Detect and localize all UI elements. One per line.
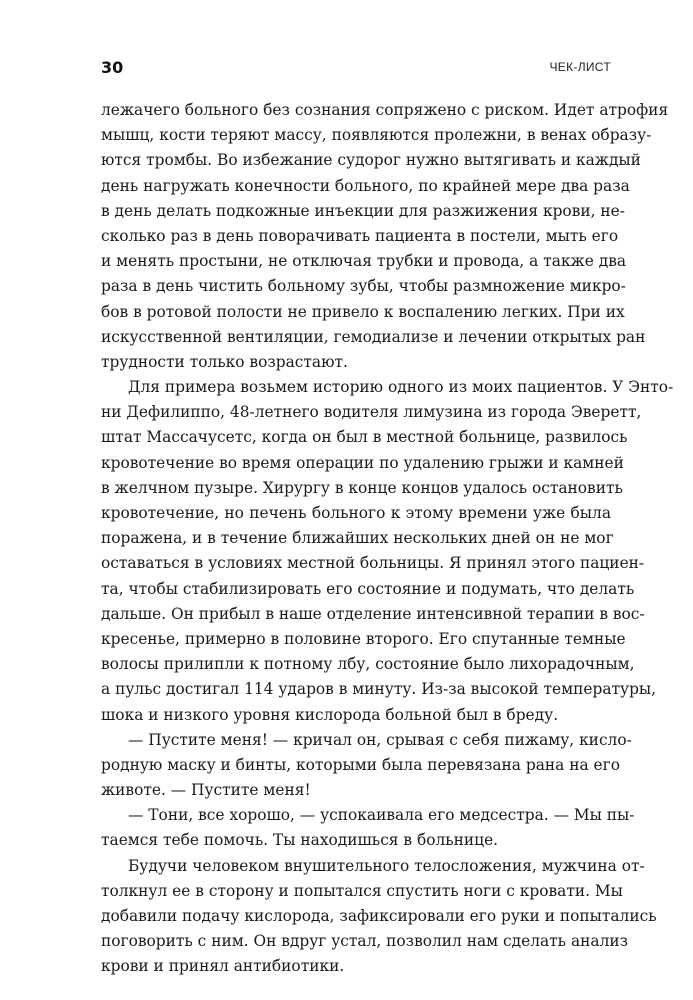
text-line: в день делать подкожные инъекции для разжижения крови, не- — [101, 201, 625, 220]
text-line: дальше. Он прибыл в наше отделение интенсивной терапии в вос- — [101, 604, 645, 623]
text-line: ни Дефилиппо, 48-летнего водителя лимузина из города Эверетт, — [101, 403, 642, 422]
text-line: мышц, кости теряют массу, появляются пролежни, в венах образу- — [101, 126, 652, 145]
page-header — [101, 58, 611, 82]
text-line: добавили подачу кислорода, зафиксировали его руки и попытались — [101, 907, 657, 925]
text-line: раза в день чистить больному зубы, чтобы размножение микро- — [101, 277, 626, 296]
paragraph — [101, 375, 674, 728]
text-line: сколько раз в день поворачивать пациента в постели, мыть его — [101, 226, 619, 245]
text-line: волосы прилипли к потному лбу, состояние было лихорадочным, — [101, 655, 635, 674]
text-line: кровотечение во время операции по удалению грыжи и камней — [101, 453, 624, 472]
text-line: — Пустите меня! — кричал он, срывая с себя пижаму, кисло- — [128, 730, 632, 749]
text-line: искусственной вентиляции, гемодиализе и лечении открытых ран — [101, 327, 646, 346]
text-line: кровотечение, но печень больного к этому времени уже была — [101, 504, 611, 522]
text-line: шока и низкого уровня кислорода больной был в бреду. — [101, 705, 559, 724]
text-line: трудности только возрастают. — [101, 352, 348, 371]
text-line: бов в ротовой полости не привело к воспалению легких. При их — [101, 302, 625, 321]
text-line: а пульс достигал 114 ударов в минуту. Из-за высокой температуры, — [101, 680, 657, 699]
text-line: лежачего больного без сознания сопряжено с риском. Идет атрофия — [101, 101, 669, 119]
text-line: толкнул ее в сторону и попытался спустить ноги с кровати. Мы — [101, 881, 623, 900]
paragraph — [101, 854, 657, 980]
text-line: штат Массачусетс, когда он был в местной больнице, развилось — [101, 428, 628, 447]
page-number: 30 — [101, 58, 124, 77]
text-line: день нагружать конечности больного, по крайней мере два раза — [101, 176, 630, 195]
text-line: в желчном пузыре. Хирургу в конце концов удалось остановить — [101, 478, 623, 497]
text-line: кресенье, примерно в половине второго. Его спутанные темные — [101, 629, 626, 648]
text-line: таемся тебе помочь. Ты находишься в больнице. — [101, 831, 499, 850]
text-line: поражена, и в течение ближайших нескольких дней он не мог — [101, 529, 614, 548]
text-line: крови и принял антибиотики. — [101, 957, 345, 976]
text-line: и менять простыни, не отключая трубки и провода, а также два — [101, 252, 627, 271]
paragraph — [101, 803, 635, 853]
text-line: Будучи человеком внушительного телосложения, мужчина от- — [128, 856, 645, 875]
text-line: ются тромбы. Во избежание судорог нужно вытягивать и каждый — [101, 151, 641, 170]
text-line: Для примера возьмем историю одного из моих пациентов. У Энто- — [128, 378, 674, 397]
paragraph — [101, 98, 669, 375]
text-line: оставаться в условиях местной больницы. Я принял этого пациен- — [101, 554, 645, 573]
running-head: ЧЕК-ЛИСТ — [549, 60, 611, 74]
body-text — [101, 98, 674, 980]
text-line: родную маску и бинты, которыми была перевязана рана на его — [101, 755, 620, 774]
text-line: — Тони, все хорошо, — успокаивала его медсестра. — Мы пы- — [128, 806, 635, 825]
paragraph — [101, 728, 632, 804]
text-line: та, чтобы стабилизировать его состояние и подумать, что делать — [101, 579, 635, 598]
text-line: животе. — Пустите меня! — [101, 781, 311, 800]
text-line: поговорить с ним. Он вдруг устал, позволил нам сделать анализ — [101, 932, 628, 951]
